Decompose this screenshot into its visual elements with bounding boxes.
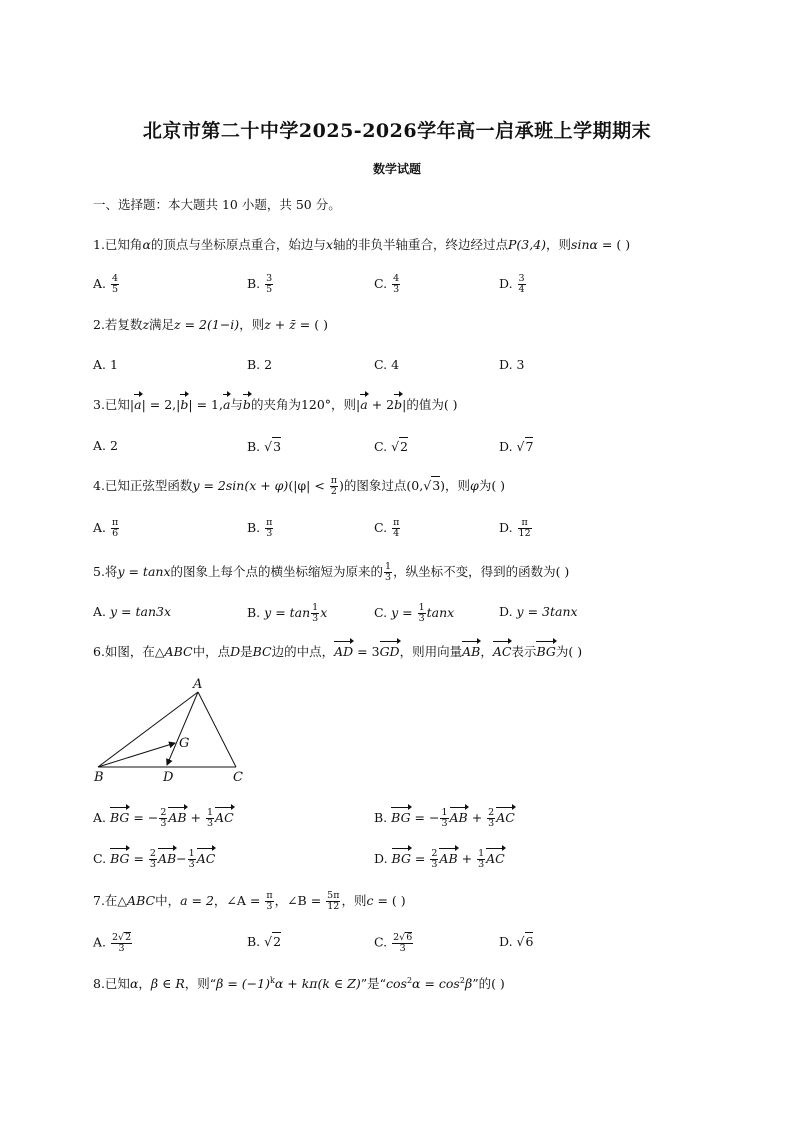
coef-sign: −: [176, 851, 187, 866]
radicand: 2: [400, 439, 408, 454]
numerator: 2: [160, 807, 167, 818]
vector-b: b: [242, 397, 251, 412]
vector-ac: AC: [486, 851, 505, 866]
coef-sign: +: [186, 810, 205, 825]
section-heading: 一、选择题：本大题共 10 小题，共 50 分。: [93, 197, 341, 212]
q3-text-g: |的值为( ): [402, 397, 458, 412]
denominator: 3: [431, 859, 438, 870]
vector-bg: BG: [536, 644, 556, 659]
q8-text-f: ”的( ): [472, 976, 505, 992]
vector-ab: AB: [439, 851, 458, 866]
radicand: 2: [125, 932, 132, 943]
radicand: 2: [273, 934, 282, 949]
q3-text-f: + 2: [367, 397, 395, 412]
vector-bg: BG: [391, 851, 411, 866]
option-label: D.: [499, 520, 513, 535]
q4-option-d[interactable]: [499, 518, 533, 539]
q8-exponent-2: 2: [459, 976, 465, 985]
expression-suffix: x: [320, 605, 328, 620]
vector-bg-arrow: [98, 743, 175, 767]
q1-text-e: = ( ): [597, 237, 631, 252]
numerator: π: [266, 890, 273, 901]
q2-text-c: ，则: [239, 317, 265, 332]
q4-phi: φ: [470, 478, 479, 493]
q7-triangle: ABC: [127, 893, 156, 908]
q6-point-d: D: [230, 644, 241, 659]
q4-text-c: )的图象过点(0,: [339, 478, 424, 493]
option-label: B.: [247, 605, 261, 620]
fraction: [111, 274, 119, 295]
option-label: D.: [499, 276, 513, 291]
coef-sign: −: [428, 810, 440, 825]
q5-option-d[interactable]: [499, 603, 578, 621]
option-label: C.: [374, 520, 388, 535]
q8-alpha: α: [129, 976, 139, 992]
q6-eq: = 3: [353, 644, 380, 659]
option-label: A.: [93, 604, 107, 619]
fraction: [149, 849, 157, 870]
denominator: 3: [149, 859, 156, 870]
denominator: 3: [312, 613, 319, 624]
numerator: 2: [431, 848, 438, 859]
denominator: 3: [266, 901, 273, 912]
numerator: 1: [312, 602, 319, 613]
option-label: B.: [247, 276, 261, 291]
q2-text-a: 2.若复数: [93, 317, 143, 332]
label-b: B: [94, 770, 104, 785]
q8-cond-2: α + kπ(k ∈ Z): [274, 976, 361, 992]
label-g: G: [179, 736, 190, 751]
q2-option-a[interactable]: A. 1: [93, 357, 118, 372]
option-label: C.: [374, 276, 388, 291]
q2-option-d[interactable]: D. 3: [499, 357, 525, 372]
numerator: π: [330, 475, 338, 486]
radicand: 3: [273, 439, 282, 454]
denominator: 3: [441, 818, 448, 829]
equals: =: [410, 851, 430, 866]
vector-bg: BG: [391, 810, 411, 825]
expression-suffix: tanx: [426, 605, 455, 620]
q4-option-b[interactable]: [247, 518, 274, 539]
fraction: [265, 518, 273, 539]
numerator: 5π: [327, 890, 340, 901]
q8-cond-5: β: [464, 976, 473, 992]
vector-bg: BG: [110, 851, 130, 866]
q7-option-a[interactable]: [93, 932, 133, 954]
q4-text-e: 为( ): [478, 478, 506, 493]
triangle-figure: [86, 672, 266, 787]
q5-option-a[interactable]: [93, 603, 171, 621]
fraction: [330, 476, 338, 497]
fraction: [384, 562, 392, 583]
numerator: 1: [441, 807, 448, 818]
vector-ac: AC: [215, 810, 234, 825]
vector-ad: AD: [334, 644, 354, 659]
vector-b: b: [180, 397, 189, 412]
numerator: 1: [385, 561, 392, 572]
q3-text-c: | = 1,: [188, 397, 223, 412]
vector-gd: GD: [379, 644, 400, 659]
q2-expression: z + z̄: [264, 317, 296, 332]
q8-text-b: ，: [138, 976, 151, 992]
q3-text-a: 3.已知|: [93, 397, 135, 412]
coef-sign: −: [147, 810, 159, 825]
q6-comma: ，: [480, 644, 493, 659]
fraction: [188, 849, 196, 870]
q6-text-a: 6.如图，在△: [93, 644, 165, 659]
numerator: 1: [478, 848, 485, 859]
numerator: 1: [418, 602, 425, 613]
coefficient: 2: [112, 932, 119, 943]
q8-cond-3: cos: [386, 976, 407, 992]
q3-option-d[interactable]: D. √7: [499, 439, 534, 454]
numerator: 2: [149, 848, 156, 859]
question-8: [93, 972, 505, 993]
numerator: 3: [518, 273, 525, 284]
q8-r: R: [175, 976, 185, 992]
vector-a: a: [222, 397, 231, 412]
denominator: 3: [266, 528, 273, 539]
q2-z: z: [142, 317, 150, 332]
q5-text-a: 5.将: [93, 564, 118, 579]
q6-text-c: 是: [240, 644, 253, 659]
q4-option-a[interactable]: [93, 518, 120, 539]
q7-text-f: = ( ): [373, 893, 406, 908]
q7-side-c: c: [366, 893, 374, 908]
q1-option-d[interactable]: [499, 274, 527, 295]
q1-option-b[interactable]: [247, 274, 274, 295]
question-1: [93, 236, 630, 254]
numerator: 1: [207, 807, 214, 818]
vector-ab: AB: [168, 810, 187, 825]
option-label: D.: [499, 934, 517, 949]
radicand: 6: [525, 934, 534, 949]
q7-option-c[interactable]: [374, 932, 414, 954]
coefficient: 2: [393, 932, 400, 943]
label-c: C: [233, 770, 243, 785]
fraction: [430, 849, 438, 870]
q7-text-b: 中，: [155, 893, 181, 908]
q5-text-c: ，纵坐标不变，得到的函数为( ): [393, 564, 570, 579]
q4-text-a: 4.已知正弦型函数: [93, 478, 193, 493]
q6-text-f: 表示: [511, 644, 537, 659]
option-label: B.: [247, 934, 265, 949]
side-ab: [98, 692, 198, 767]
vector-b: b: [394, 397, 403, 412]
option-label: C.: [374, 934, 388, 950]
q8-cond-4: α = cos: [412, 976, 460, 992]
q3-option-b[interactable]: B. √3: [247, 439, 282, 454]
q3-text-d: 与: [230, 397, 243, 412]
q7-side-a: a = 2: [180, 893, 214, 908]
expression-prefix: y = tan: [264, 605, 311, 620]
denominator: 2: [330, 486, 337, 497]
radicand: 6: [406, 932, 413, 943]
fraction: [392, 518, 400, 539]
denominator: 3: [399, 943, 406, 954]
fraction: [326, 891, 340, 912]
expression-prefix: y =: [391, 605, 417, 620]
q8-beta: β: [150, 976, 159, 992]
denominator: 3: [478, 859, 485, 870]
numerator: π: [266, 517, 273, 528]
vector-a: a: [134, 397, 142, 412]
numerator: 1: [188, 848, 195, 859]
option-label: D.: [499, 604, 513, 619]
option-label: C.: [374, 439, 392, 454]
numerator: π: [393, 517, 400, 528]
denominator: 4: [393, 528, 400, 539]
q6-text-b: 中，点: [192, 644, 231, 659]
q1-text-b: 的顶点与坐标原点重合，始边与: [150, 237, 326, 252]
denominator: 3: [188, 859, 195, 870]
option-label: A.: [93, 934, 107, 950]
q6-option-d[interactable]: [374, 849, 505, 870]
fraction: [111, 932, 132, 954]
question-6: [93, 643, 582, 661]
q2-text-b: 满足: [149, 317, 175, 332]
coef-sign: +: [467, 810, 487, 825]
denominator: 3: [488, 818, 495, 829]
side-ac: [198, 692, 236, 767]
vector-ab: AB: [157, 851, 177, 866]
q2-option-c[interactable]: C. 4: [374, 357, 400, 372]
q7-text-e: ，则: [341, 893, 367, 908]
denominator: 5: [112, 284, 119, 295]
q6-option-c[interactable]: [93, 849, 215, 870]
q5-function: y = tanx: [117, 564, 171, 579]
option-expression: y = tan3x: [110, 604, 172, 619]
option-label: B.: [374, 810, 388, 825]
fraction: [518, 518, 532, 539]
fraction: [440, 808, 448, 829]
q8-text-d: ，则“: [184, 976, 217, 992]
option-label: C.: [374, 605, 388, 620]
fraction: [111, 518, 119, 539]
vector-ac: AC: [196, 851, 216, 866]
denominator: 3: [207, 818, 214, 829]
q7-option-d[interactable]: D. √6: [499, 934, 534, 949]
fraction: [265, 274, 273, 295]
option-expression: y = 3tanx: [516, 604, 578, 619]
vector-ad-arrow: [167, 692, 198, 765]
denominator: 4: [518, 284, 525, 295]
denominator: 3: [393, 284, 400, 295]
q7-text-a: 7.在△: [93, 893, 128, 908]
label-a: A: [193, 677, 203, 692]
numerator: π: [112, 517, 119, 528]
q1-x: x: [325, 237, 333, 252]
q8-text-c: ∈: [158, 976, 176, 992]
denominator: 6: [112, 528, 119, 539]
page-subtitle: 数学试题: [372, 162, 421, 176]
fraction: [206, 808, 214, 829]
denominator: 3: [418, 613, 425, 624]
q4-text-d: )，则: [440, 478, 471, 493]
q3-option-a[interactable]: A. 2: [93, 438, 118, 453]
q5-text-b: 的图象上每个点的横坐标缩短为原来的: [170, 564, 384, 579]
question-3: [93, 396, 458, 414]
option-label: A.: [93, 276, 107, 291]
vector-ac: AC: [492, 644, 512, 659]
q7-option-b[interactable]: B. √2: [247, 934, 282, 949]
q8-cond-1: β = (−1): [216, 976, 270, 992]
q1-option-c[interactable]: [374, 274, 401, 295]
q1-sin: sinα: [571, 237, 598, 252]
q3-text-e: 的夹角为120°，则|: [250, 397, 361, 412]
fraction: [487, 808, 495, 829]
label-d: D: [163, 770, 174, 785]
q1-point: P(3,4): [507, 237, 547, 252]
denominator: 3: [118, 943, 125, 954]
q4-function: y = 2sin(x + φ): [192, 478, 289, 493]
fraction: [392, 932, 413, 954]
vector-a: a: [360, 397, 368, 412]
fraction: [418, 603, 426, 624]
equals: =: [129, 851, 148, 866]
option-label: B.: [247, 439, 265, 454]
q7-text-d: ，∠B =: [274, 893, 326, 908]
equals: =: [129, 810, 148, 825]
denominator: 5: [266, 284, 273, 295]
q8-exponent-2: 2: [406, 976, 413, 985]
q4-option-c[interactable]: [374, 518, 401, 539]
option-label: C.: [93, 851, 107, 866]
denominator: 12: [327, 901, 340, 912]
option-label: A.: [93, 520, 107, 535]
fraction: [477, 849, 485, 870]
option-label: B.: [247, 520, 261, 535]
numerator: 4: [112, 273, 119, 284]
option-label: D.: [374, 851, 388, 866]
equals: =: [410, 810, 429, 825]
numerator: 2√2: [112, 932, 132, 943]
q6-option-b[interactable]: [374, 808, 515, 829]
q4-text-b: (|φ| <: [288, 478, 329, 493]
option-label: D.: [499, 439, 517, 454]
numerator: 3: [266, 273, 273, 284]
q8-text-a: 8.已知: [93, 976, 130, 992]
question-5: [93, 562, 569, 583]
question-2: [93, 316, 328, 334]
numerator: 2√6: [393, 932, 413, 943]
numerator: 2: [488, 807, 495, 818]
vector-ab: AB: [462, 644, 481, 659]
q6-text-d: 边的中点，: [271, 644, 335, 659]
q3-option-c[interactable]: C. √2: [374, 439, 408, 454]
q6-text-e: ，则用向量: [399, 644, 463, 659]
q2-text-d: = ( ): [295, 317, 328, 332]
q6-side: BC: [252, 644, 272, 659]
q1-text-d: ，则: [546, 237, 572, 252]
q6-triangle: ABC: [164, 644, 193, 659]
numerator: π: [518, 518, 532, 529]
q8-text-e: ”是“: [360, 976, 386, 992]
q2-equation: z = 2(1−i): [174, 317, 240, 332]
vector-bg: BG: [110, 810, 130, 825]
radicand: 3: [432, 478, 441, 493]
q6-option-a[interactable]: [93, 808, 234, 829]
coef-sign: +: [457, 851, 477, 866]
q1-text-c: 轴的非负半轴重合，终边经过点: [332, 237, 508, 252]
q2-option-b[interactable]: B. 2: [247, 357, 273, 372]
option-label: A.: [93, 810, 107, 825]
q5-option-c[interactable]: [374, 603, 454, 624]
q8-exponent-k: k: [269, 976, 275, 985]
fraction: [265, 891, 273, 912]
q1-alpha: α: [142, 237, 151, 252]
denominator: 12: [518, 528, 531, 539]
denominator: 3: [160, 818, 167, 829]
vector-ab: AB: [449, 810, 468, 825]
q1-option-a[interactable]: [93, 274, 120, 295]
q5-option-b[interactable]: [247, 603, 327, 624]
page-title: 北京市第二十中学2025-2026学年高一启承班上学期期末: [142, 120, 652, 142]
vector-ac: AC: [496, 810, 515, 825]
q1-text-a: 1.已知角: [93, 237, 143, 252]
fraction: [392, 274, 400, 295]
denominator: 3: [385, 572, 392, 583]
radicand: 7: [525, 439, 534, 454]
q6-text-g: 为( ): [555, 644, 583, 659]
fraction: [518, 274, 526, 295]
fraction: [311, 603, 319, 624]
question-4: 4.已知正弦型函数y = 2sin(x + φ)(|φ| < $\frac{\pi}{2}$ )的图象过点(0,√3)，则φ为( ): [93, 475, 506, 497]
q3-text-b: | = 2,|: [141, 397, 181, 412]
q7-text-c: ，∠A =: [213, 893, 265, 908]
question-7: [93, 891, 406, 912]
numerator: 4: [393, 273, 400, 284]
fraction: [159, 808, 167, 829]
